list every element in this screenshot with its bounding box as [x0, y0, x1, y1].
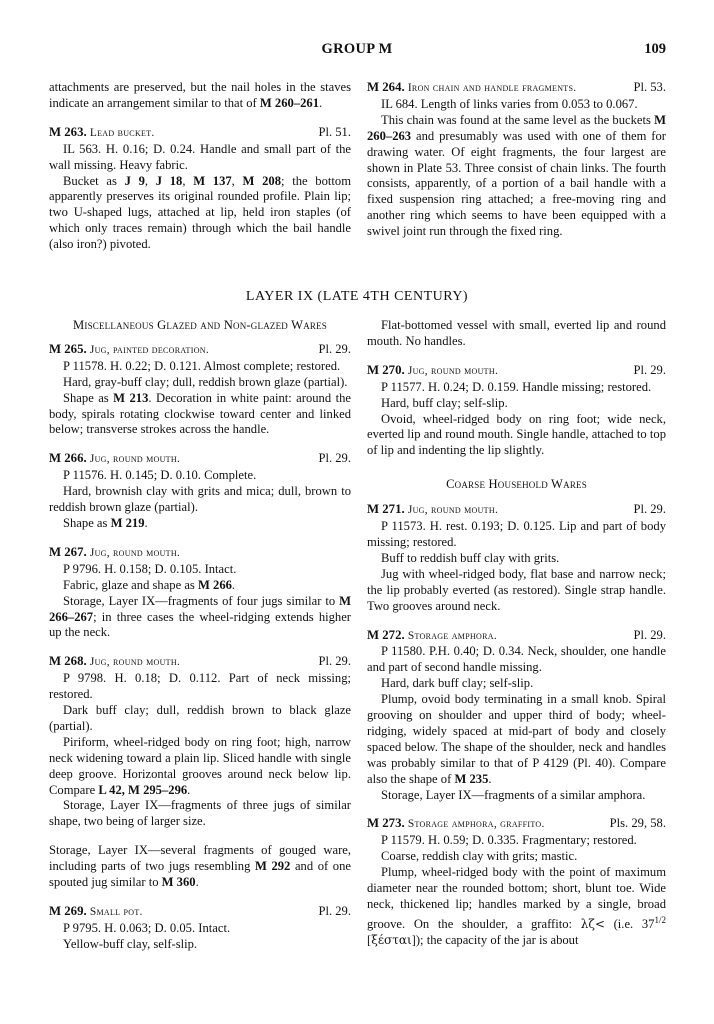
entry-text: P 11576. H. 0.145; D. 0.10. Complete. — [63, 468, 257, 483]
entry-text: IL 563. H. 0.16; D. 0.24. Handle and small part of the wall missing. Heavy fabric. — [49, 141, 351, 172]
entry-text: Fabric, glaze and shape as M 266. — [63, 577, 236, 592]
left-column-top — [49, 80, 351, 253]
entry-heading-m263: M 263. Lead bucket. Pl. 51. — [49, 124, 351, 139]
section-subheading: Miscellaneous Glazed and Non-glazed Wares — [72, 318, 328, 332]
entry-heading-m265: M 265. Jug, painted decoration. Pl. 29. — [49, 341, 351, 356]
entry-text: IL 684. Length of links varies from 0.053 to 0.067. — [381, 96, 638, 111]
layer-heading: LAYER IX (LATE 4TH CENTURY) — [245, 289, 469, 304]
storage-note: Storage, Layer IX—several fragments of gouged ware, including parts of two jugs resembling M 292 and of one spouted jug similar to M 360. — [49, 843, 351, 890]
entry-text: Bucket as J 9, J 18, M 137, M 208; the bottom apparently preserves its original rounded profile. Plain lip; two U-shaped lugs, attached at lip, held iron staples (of which only traces remain) through which the bail handle (also iron?) pivoted. — [49, 173, 351, 252]
left-column-main — [49, 318, 351, 953]
entry-text: Dark buff clay; dull, reddish brown to black glaze (partial). — [49, 703, 351, 733]
entry-text: P 11579. H. 0.59; D. 0.335. Fragmentary; restored. — [381, 833, 637, 848]
entry-text: Yellow-buff clay, self-slip. — [63, 936, 198, 951]
running-head-title: GROUP M — [321, 41, 393, 57]
entry-heading-m271: M 271. Jug, round mouth. Pl. 29. — [367, 502, 666, 517]
entry-text: Jug with wheel-ridged body, flat base and narrow neck; the lip probably everted (as restored). Single strap handle. Two grooves around neck. — [367, 566, 666, 613]
entry-text: Shape as M 213. Decoration in white paint: around the body, spirals rotating clockwise toward center and linked below; transverse strokes across the handle. — [49, 390, 351, 437]
entry-text: Storage, Layer IX—fragments of four jugs similar to M 266–267; in three cases the wheel-ridging extends higher up the neck. — [49, 593, 351, 640]
entry-text: Hard, dark buff clay; self-slip. — [381, 676, 534, 691]
entry-heading-m264: M 264. Iron chain and handle fragments. Pl. 53. — [367, 80, 666, 94]
right-column-main — [367, 318, 666, 949]
entry-heading-m272: M 272. Storage amphora. Pl. 29. — [367, 627, 666, 642]
entry-text: Flat-bottomed vessel with small, everted lip and round mouth. No handles. — [367, 318, 666, 348]
entry-text: Plump, ovoid body terminating in a small knob. Spiral grooving on shoulder and upper third of body; wheel-ridging, widely spaced at mid-part of body and closely spaced below. The shape of the shoulder, neck and handles was probably similar to that of P 4129 (Pl. 40). Compare also the shape of M 235. — [367, 692, 666, 786]
running-head — [0, 42, 714, 62]
entry-heading-m268: M 268. Jug, round mouth. Pl. 29. — [49, 654, 351, 669]
entry-text: P 11577. H. 0.24; D. 0.159. Handle missing; restored. — [381, 379, 652, 394]
entry-text: This chain was found at the same level as the buckets M 260–263 and presumably was used with one of them for drawing water. Of eight fragments, the four largest are shown in Plate 53. Three consist of chain links. The fourth consists, apparently, of a portion of a bail handle with a fixed suspension ring attached; a free-moving ring and another ring which seems to have been equipped with a swivel joint run through the fixed ring. — [367, 112, 666, 239]
entry-heading-m267: M 267. Jug, round mouth. — [49, 544, 181, 559]
entry-text: P 9795. H. 0.063; D. 0.05. Intact. — [63, 920, 231, 935]
entry-text: P 9798. H. 0.18; D. 0.112. Part of neck missing; restored. — [49, 671, 351, 702]
entry-text: Hard, gray-buff clay; dull, reddish brown glaze (partial). — [63, 374, 348, 389]
entry-text: Hard, buff clay; self-slip. — [381, 395, 508, 410]
section-subheading: Coarse Household Wares — [446, 477, 587, 492]
entry-text: Plump, wheel-ridged body with the point of maximum diameter near the rounded bottom; short, blunt toe. Wide neck, thickened lip; handles marked by a single, broad groove. On the shoulder, a graffito: λζ< (i.e. $37^{1/2}$ [ξέσται]); the capacity of the jar is about — [367, 865, 666, 947]
entry-text: Piriform, wheel-ridged body on ring foot; high, narrow neck widening toward a plain lip. Sliced handle with single deep groove. Horizontal grooves around neck below lip. Compare L 42, M 295–296. — [49, 734, 351, 797]
entry-text: Coarse, reddish clay with grits; mastic. — [381, 849, 578, 864]
entry-heading-m269: M 269. Small pot. Pl. 29. — [49, 904, 351, 918]
entry-text: Ovoid, wheel-ridged body on ring foot; wide neck, everted lip and round mouth. Single handle, attached to top of lip and indenting the lip slightly. — [367, 411, 666, 458]
entry-text: P 9796. H. 0.158; D. 0.105. Intact. — [63, 561, 237, 576]
page-number: 109 — [644, 41, 666, 57]
entry-heading-m273: M 273. Storage amphora, graffito. Pls. 29, 58. — [367, 816, 666, 831]
entry-text: P 11573. H. rest. 0.193; D. 0.125. Lip and part of body missing; restored. — [367, 519, 666, 549]
greek-word: ξέσται — [371, 933, 412, 947]
entry-text: Hard, brownish clay with grits and mica; dull, brown to reddish brown glaze (partial). — [49, 484, 351, 515]
entry-text: P 11580. P.H. 0.40; D. 0.34. Neck, shoulder, one handle and part of second handle missing. — [367, 644, 666, 675]
entry-text: Buff to reddish buff clay with grits. — [381, 550, 560, 565]
greek-graffito: λζ< — [580, 917, 605, 932]
entry-text: Shape as M 219. — [63, 515, 148, 530]
continued-paragraph: attachments are preserved, but the nail holes in the staves indicate an arrangement similar to that of M 260–261. — [49, 80, 351, 110]
entry-text: Storage, Layer IX—fragments of three jugs of similar shape, two being of larger size. — [49, 798, 351, 829]
entry-heading-m266: M 266. Jug, round mouth. Pl. 29. — [49, 451, 351, 466]
entry-heading-m270: M 270. Jug, round mouth. Pl. 29. — [367, 362, 666, 377]
right-column-top — [367, 80, 666, 240]
entry-text: P 11578. H. 0.22; D. 0.121. Almost complete; restored. — [63, 358, 341, 373]
entry-text: Storage, Layer IX—fragments of a similar amphora. — [381, 787, 646, 802]
